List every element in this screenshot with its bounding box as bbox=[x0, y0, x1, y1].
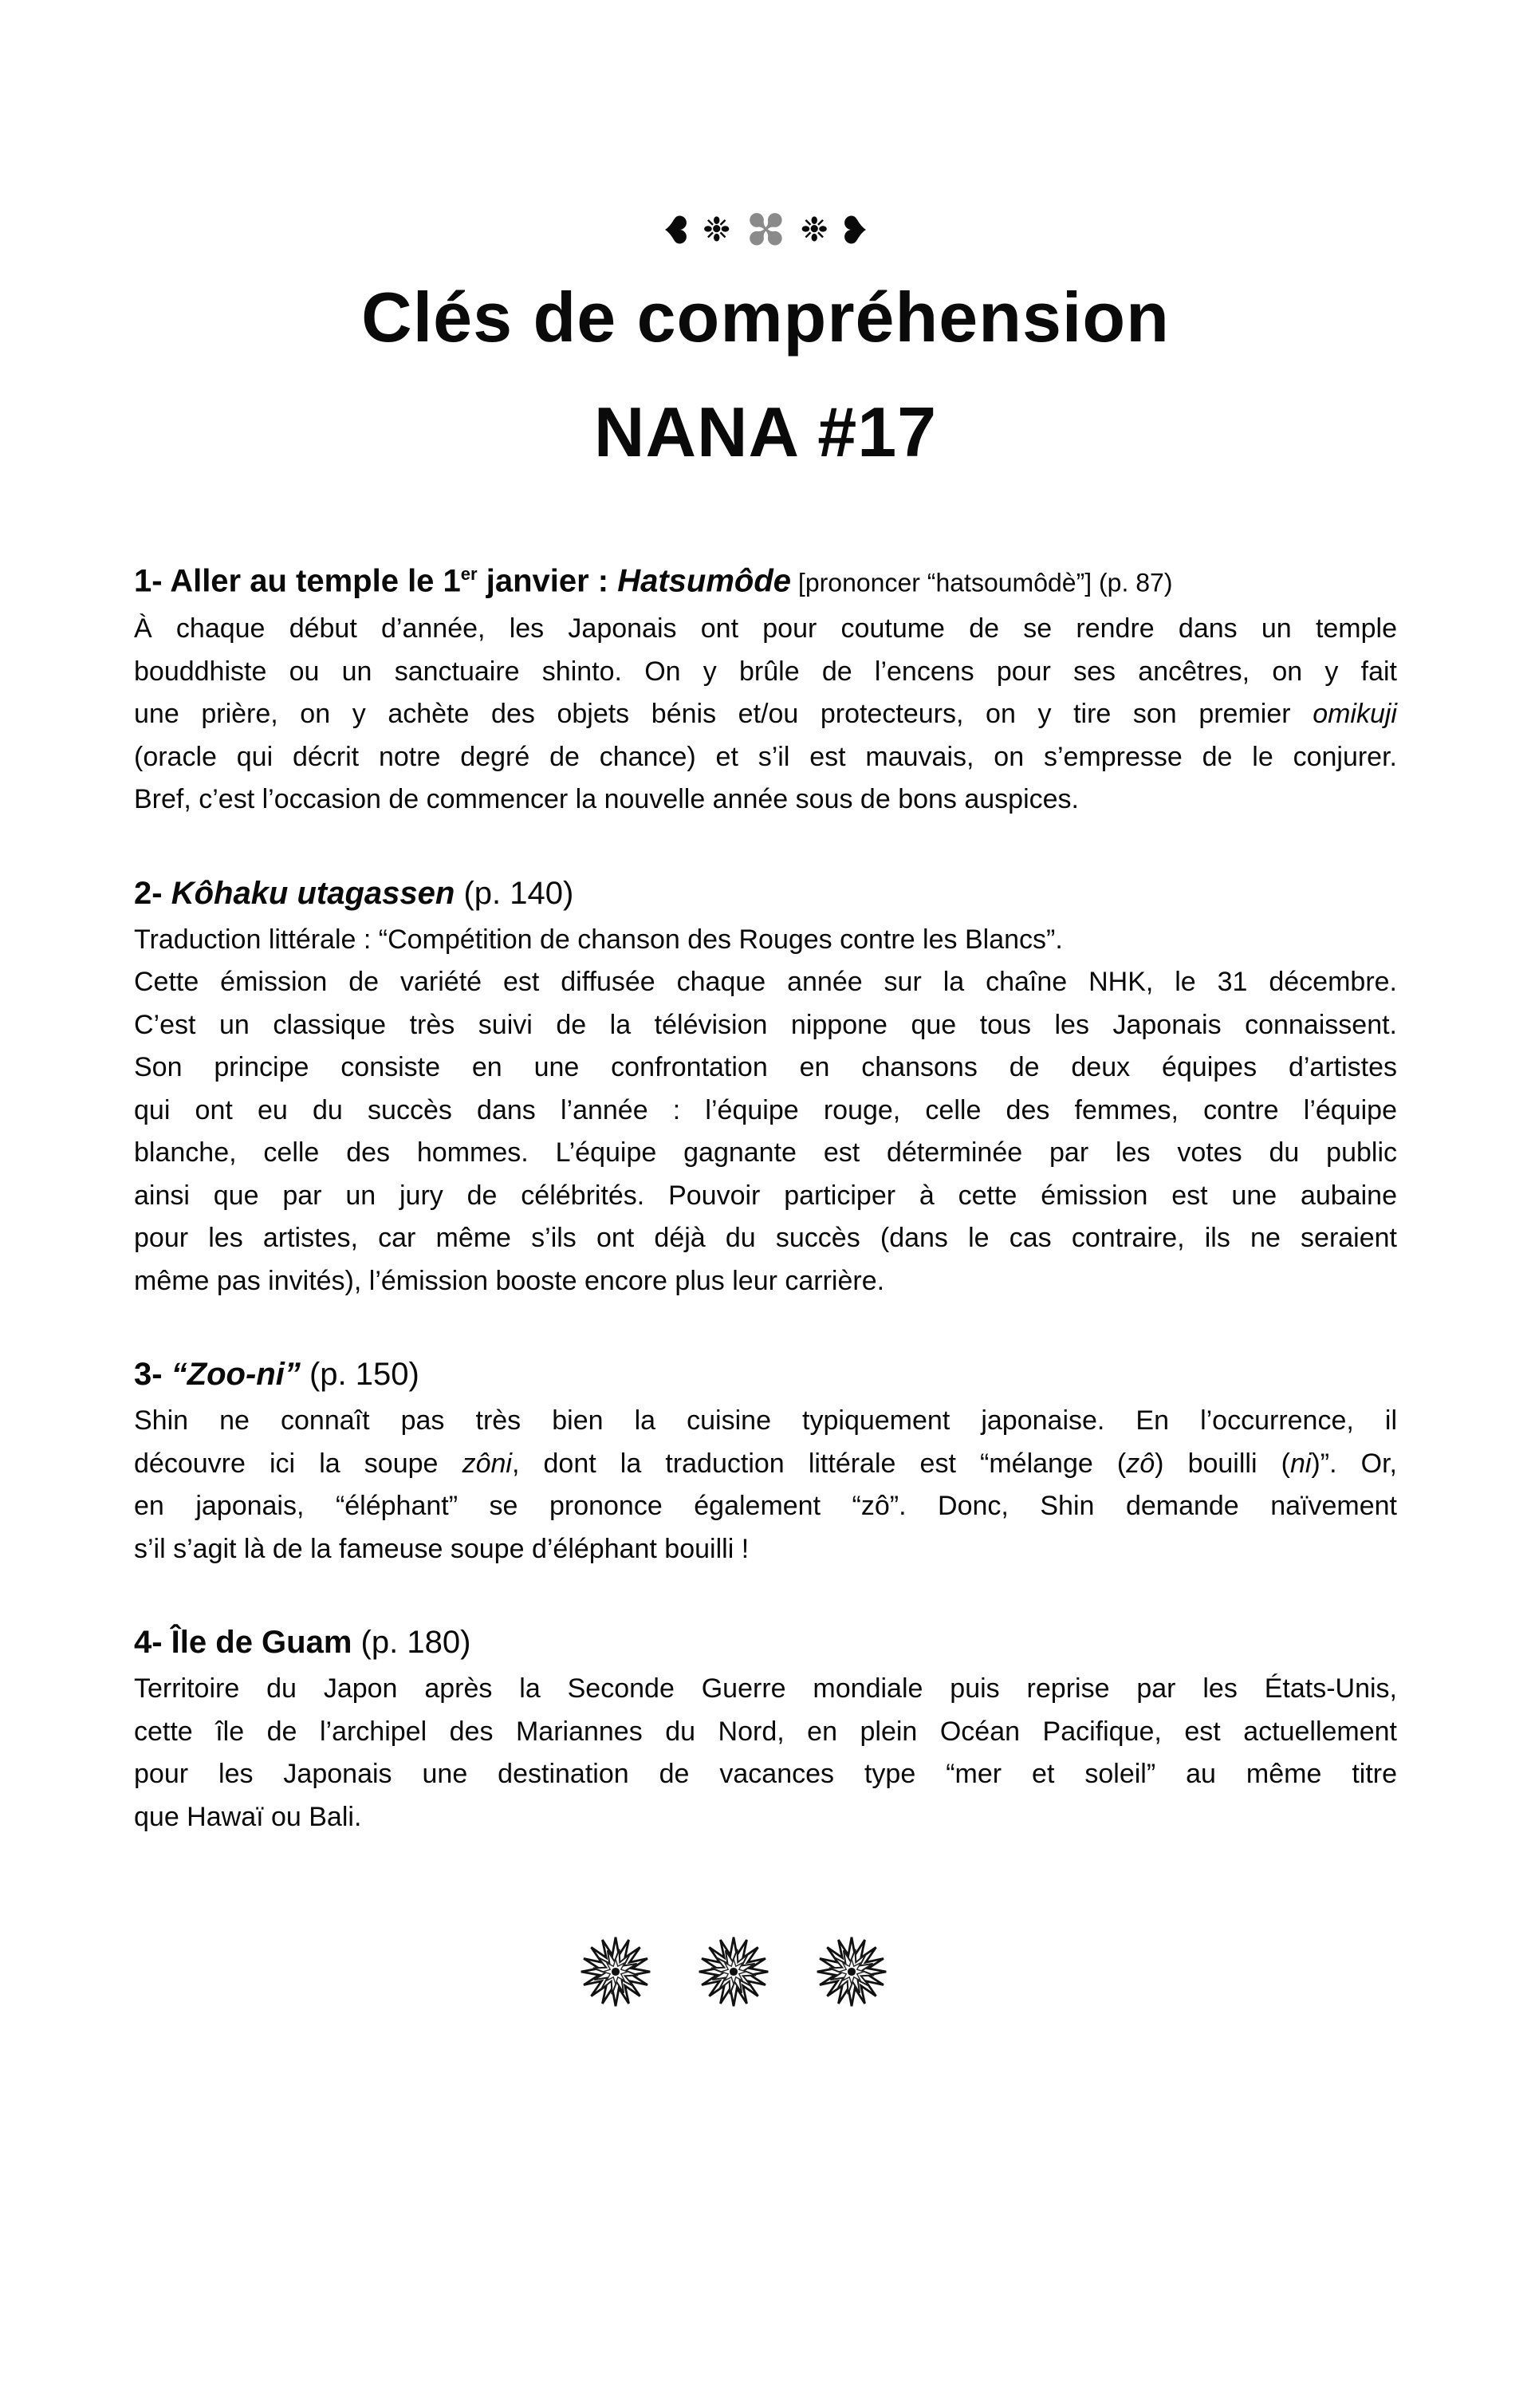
body-line bbox=[134, 778, 1397, 822]
text-segment: bouddhiste ou un sanctuaire shinto. On y brûle de l’encens pour ses ancêtres, on y fait bbox=[134, 656, 1397, 687]
text-segment: , dont la traduction littérale est “mélange ( bbox=[511, 1448, 1127, 1479]
body-line bbox=[134, 651, 1397, 694]
title-line-1: Clés de compréhension bbox=[361, 278, 1170, 357]
body-line bbox=[134, 1217, 1397, 1260]
body-line bbox=[134, 1668, 1397, 1711]
italic-term: omikuji bbox=[1313, 699, 1397, 730]
sections bbox=[134, 552, 1397, 1839]
heading-segment: er bbox=[460, 564, 478, 584]
section bbox=[134, 871, 1397, 1303]
heading-segment: 4- Île de Guam bbox=[134, 1625, 352, 1661]
body-line bbox=[134, 961, 1397, 1004]
title-line-2: NANA #17 bbox=[593, 392, 938, 471]
star-flower-icon bbox=[815, 1935, 888, 2008]
body-line bbox=[134, 1132, 1397, 1175]
paragraph bbox=[134, 1400, 1397, 1571]
text-segment: Traduction littérale : “Compétition de chanson des Rouges contre les Blancs”. bbox=[134, 924, 1063, 955]
text-segment: une prière, on y achète des objets bénis et/ou protecteurs, on y tire son premier bbox=[134, 699, 1313, 730]
body-line bbox=[134, 1443, 1397, 1486]
heading-segment: (p. 150) bbox=[300, 1357, 419, 1393]
text-segment: (oracle qui décrit notre degré de chance) et s’il est mauvais, on s’empresse de le conjurer. bbox=[134, 741, 1397, 772]
text-segment: Territoire du Japon après la Seconde Guerre mondiale puis reprise par les États-Unis, bbox=[134, 1673, 1397, 1705]
body-line bbox=[134, 1004, 1397, 1047]
heading-segment: 2- bbox=[134, 875, 171, 911]
body-line bbox=[134, 693, 1397, 736]
italic-term: zôni bbox=[462, 1448, 512, 1479]
text-segment: Son principe consiste en une confrontation en chansons de deux équipes d’artistes bbox=[134, 1052, 1397, 1083]
section-heading bbox=[134, 1352, 1397, 1397]
star-flower-icon bbox=[697, 1935, 770, 2008]
heading-segment: Hatsumôde bbox=[617, 563, 792, 599]
heading-segment: (p. 140) bbox=[455, 875, 574, 911]
text-segment: que Hawaï ou Bali. bbox=[134, 1801, 362, 1832]
heading-segment: “Zoo-ni” bbox=[171, 1357, 301, 1393]
body-line bbox=[134, 1090, 1397, 1133]
heading-segment: 1- Aller au temple le 1 bbox=[134, 563, 461, 599]
text-segment: C’est un classique très suivi de la télévision nippone que tous les Japonais connaissent. bbox=[134, 1009, 1397, 1040]
paragraph bbox=[134, 608, 1397, 822]
body-line bbox=[134, 1485, 1397, 1528]
body-line bbox=[134, 1046, 1397, 1090]
italic-term: ni bbox=[1289, 1448, 1312, 1479]
body-line bbox=[134, 1528, 1397, 1571]
text-segment: qui ont eu du succès dans l’année : l’équipe rouge, celle des femmes, contre l’équipe bbox=[134, 1094, 1397, 1125]
section-heading bbox=[134, 1620, 1397, 1665]
text-segment: Bref, c’est l’occasion de commencer la nouvelle année sous de bons auspices. bbox=[134, 784, 1080, 815]
top-ornament bbox=[0, 193, 1531, 266]
body-line bbox=[134, 1400, 1397, 1443]
text-segment: cette île de l’archipel des Mariannes du Nord, en plein Océan Pacifique, est actuellement bbox=[134, 1716, 1397, 1747]
paragraph bbox=[134, 919, 1397, 1303]
spoke-flower-icon: ❉ bbox=[800, 211, 828, 248]
clover-icon: ✤ bbox=[729, 193, 802, 266]
text-segment: À chaque début d’année, les Japonais ont pour coutume de se rendre dans un temple bbox=[134, 613, 1397, 644]
heading-segment: Kôhaku utagassen bbox=[171, 875, 455, 911]
text-segment: même pas invités), l’émission booste encore plus leur carrière. bbox=[134, 1265, 885, 1296]
text-segment: en japonais, “éléphant” se prononce également “zô”. Donc, Shin demande naïvement bbox=[134, 1491, 1397, 1522]
italic-term: zô bbox=[1126, 1448, 1155, 1479]
spoke-flower-icon: ❉ bbox=[703, 211, 731, 248]
text-segment: pour les Japonais une destination de vacances type “mer et soleil” au même titre bbox=[134, 1759, 1397, 1790]
paragraph bbox=[134, 1668, 1397, 1839]
section bbox=[134, 1620, 1397, 1839]
text-segment: ainsi que par un jury de célébrités. Pouvoir participer à cette émission est une aubaine bbox=[134, 1180, 1397, 1211]
body-line bbox=[134, 919, 1397, 962]
text-segment: Shin ne connaît pas très bien la cuisine typiquement japonaise. En l’occurrence, il bbox=[134, 1405, 1397, 1437]
section bbox=[134, 1352, 1397, 1571]
text-segment: s’il s’agit là de la fameuse soupe d’éléphant bouilli ! bbox=[134, 1533, 750, 1564]
body-line bbox=[134, 1175, 1397, 1218]
text-segment: blanche, celle des hommes. L’équipe gagnante est déterminée par les votes du public bbox=[134, 1137, 1397, 1169]
body-line bbox=[134, 736, 1397, 779]
heading-segment: [prononcer “hatsoumôdè”] (p. 87) bbox=[791, 568, 1173, 597]
text-segment: Cette émission de variété est diffusée chaque année sur la chaîne NHK, le 31 décembre. bbox=[134, 967, 1397, 998]
heading-segment: (p. 180) bbox=[352, 1625, 471, 1661]
text-segment: pour les artistes, car même s’ils ont déjà du succès (dans le cas contraire, ils ne seraient bbox=[134, 1223, 1397, 1254]
body-line bbox=[134, 1753, 1397, 1796]
star-flower-icon bbox=[579, 1935, 652, 2008]
body-line bbox=[134, 608, 1397, 651]
section bbox=[134, 552, 1397, 822]
ornament-bottom bbox=[0, 1935, 1499, 2008]
heart-right-icon: ❤ bbox=[835, 213, 878, 246]
body-line bbox=[134, 1260, 1397, 1303]
heart-left-icon: ❤ bbox=[653, 213, 696, 246]
heading-segment: janvier : bbox=[477, 563, 618, 599]
text-segment: découvre ici la soupe bbox=[134, 1448, 462, 1479]
text-segment: )”. Or, bbox=[1311, 1448, 1397, 1479]
section-heading bbox=[134, 871, 1397, 916]
page-title bbox=[0, 278, 1531, 471]
heading-segment: 3- bbox=[134, 1357, 171, 1393]
text-segment: ) bouilli ( bbox=[1155, 1448, 1290, 1479]
body-line bbox=[134, 1796, 1397, 1839]
body-line bbox=[134, 1711, 1397, 1754]
section-heading bbox=[134, 552, 1397, 605]
